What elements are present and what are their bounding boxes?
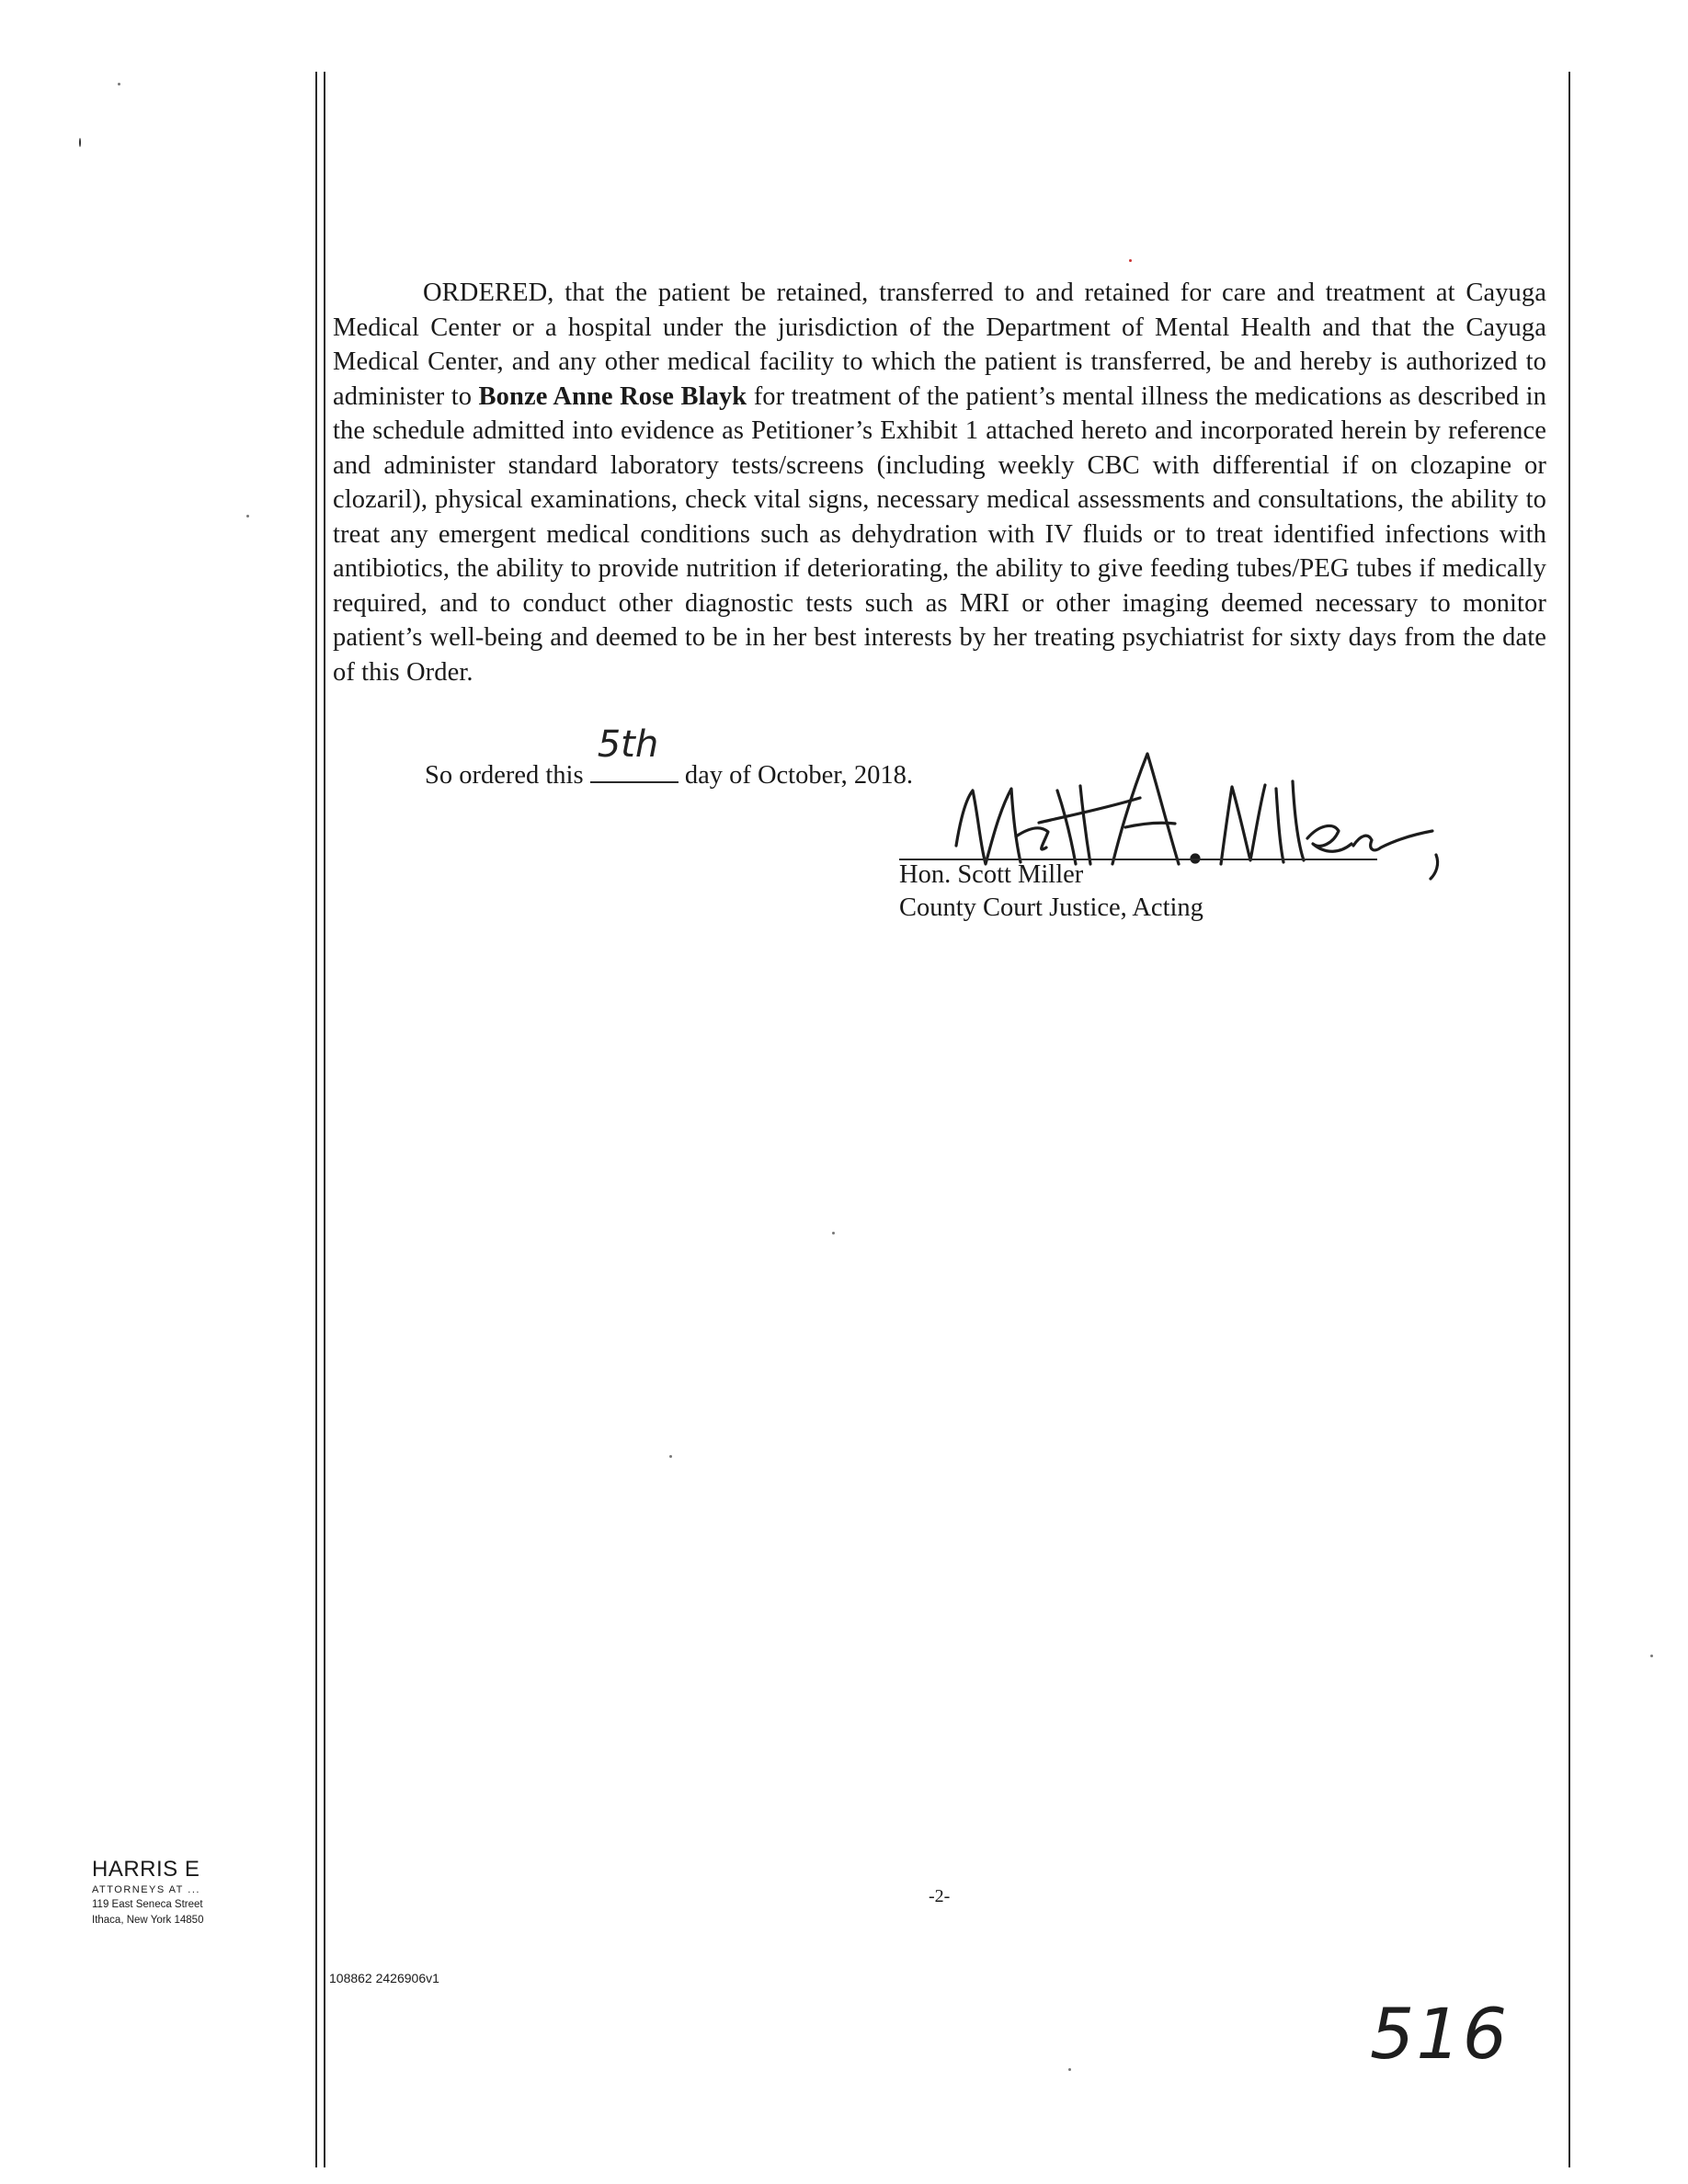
so-ordered-prefix: So ordered this bbox=[425, 761, 590, 790]
scan-speck bbox=[669, 1455, 672, 1458]
firm-subtitle: ATTORNEYS AT ... bbox=[92, 1884, 200, 1895]
order-text-part-2: for treatment of the patient’s mental illness the medications as described in the schedule admitted into evidence as Petitioner’s Exhibit 1 attached hereto and incorporated herein by reference and administer standard laboratory tests/screens (including weekly CBC with differential if on clozapine or clozaril), physical examinations, check vital signs, necessary medical assessments and consultations, the ability to treat any emergent medical conditions such as dehydration with IV fluids or to treat identified infections with antibiotics, the ability to provide nutrition if deteriorating, the ability to give feeding tubes/PEG tubes if medically required, and to conduct other diagnostic tests such as MRI or other imaging deemed necessary to monitor patient’s well-being and deemed to be in her best interests by her treating psychiatrist for sixty days from the date of this Order. bbox=[333, 381, 1547, 687]
left-margin-rule-outer bbox=[315, 72, 317, 2167]
day-blank bbox=[590, 723, 679, 783]
patient-name: Bonze Anne Rose Blayk bbox=[478, 381, 747, 411]
scan-speck bbox=[118, 83, 120, 85]
firm-address-city: Ithaca, New York 14850 bbox=[92, 1915, 204, 1926]
firm-address-street: 119 East Seneca Street bbox=[92, 1899, 203, 1910]
so-ordered-line bbox=[425, 723, 913, 792]
scan-speck bbox=[246, 515, 249, 518]
signatory-block bbox=[899, 859, 1203, 925]
firm-name: HARRIS E bbox=[92, 1857, 200, 1882]
scan-speck bbox=[832, 1232, 835, 1234]
scan-speck bbox=[1068, 2068, 1071, 2071]
scan-speck bbox=[79, 138, 81, 147]
page-number: -2- bbox=[929, 1886, 951, 1906]
scan-speck bbox=[1650, 1655, 1653, 1657]
handwritten-day: 5th bbox=[597, 723, 659, 766]
scan-speck bbox=[1129, 259, 1132, 262]
right-margin-rule bbox=[1568, 72, 1570, 2167]
order-paragraph bbox=[333, 276, 1546, 689]
document-id: 108862 2426906v1 bbox=[329, 1971, 439, 1985]
law-firm-block bbox=[92, 1857, 203, 1928]
left-margin-rule-inner bbox=[324, 72, 325, 2167]
handwritten-bates-number: 516 bbox=[1370, 1993, 1510, 2075]
signatory-name: Hon. Scott Miller bbox=[899, 860, 1084, 889]
order-text-part-1: ORDERED, that the patient be retained, transferred to and retained for care and treatment at Cayuga Medical Center or a hospital under the jurisdiction of the Department of Mental Health and that the Cayuga Medical Center, and any other medical facility to which the patient is transferred, be and hereby is authorized to administer to bbox=[333, 279, 1546, 411]
signatory-title: County Court Justice, Acting bbox=[899, 893, 1203, 922]
so-ordered-suffix: day of October, 2018. bbox=[678, 761, 913, 790]
